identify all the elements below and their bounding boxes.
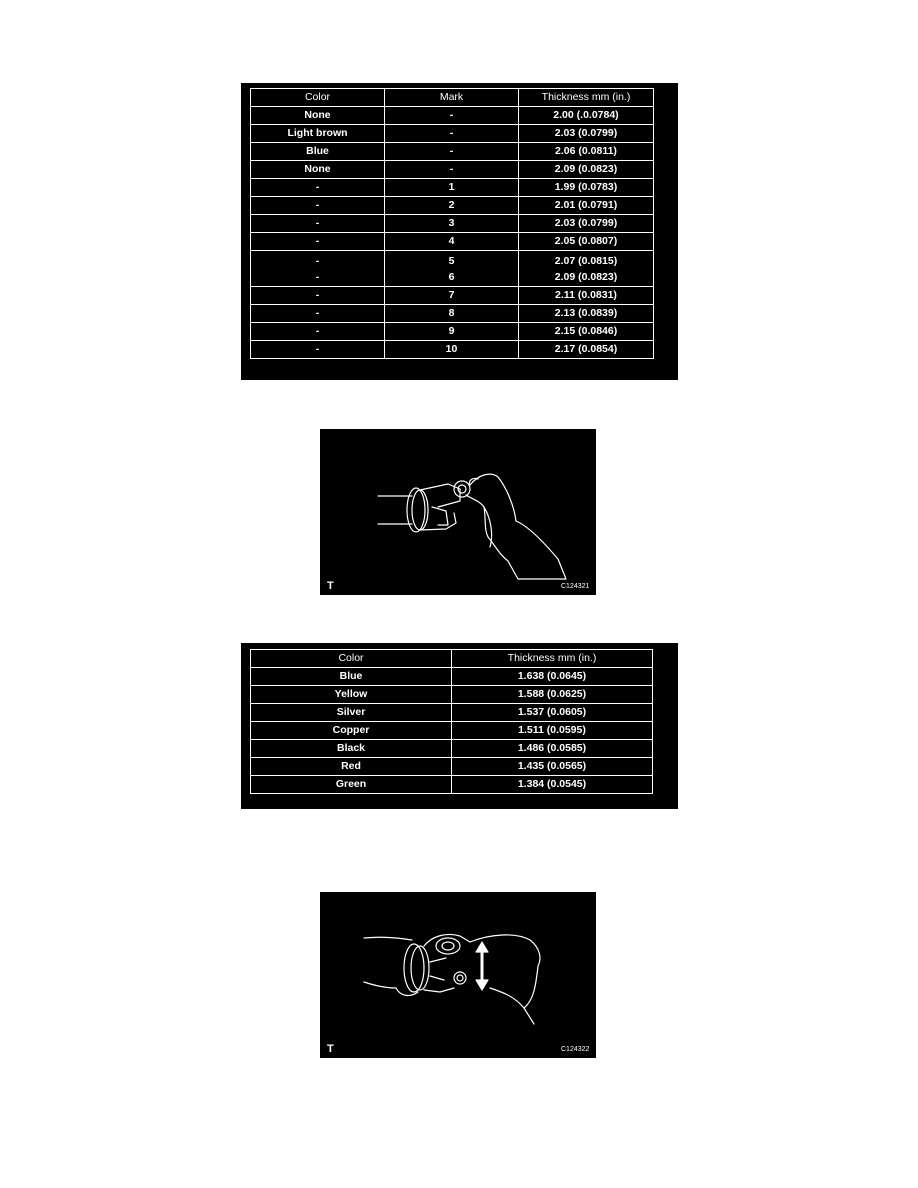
table-row xyxy=(251,758,653,776)
cell-color: Silver xyxy=(251,704,452,722)
table-row xyxy=(251,287,654,305)
cell-thickness: 2.05 (0.0807) xyxy=(519,233,654,251)
cell-mark: 1 xyxy=(385,179,519,197)
cell-mark: 8 xyxy=(385,305,519,323)
cell-thickness: 2.06 (0.0811) xyxy=(519,143,654,161)
header-color: Color xyxy=(251,650,452,668)
cell-thickness: 1.435 (0.0565) xyxy=(452,758,653,776)
cell-line: 2.09 (0.0823) xyxy=(554,270,618,283)
table-row xyxy=(251,215,654,233)
cell-thickness xyxy=(519,251,654,287)
cell-color: Red xyxy=(251,758,452,776)
illustration-check-axial-play xyxy=(320,892,596,1058)
header-mark: Mark xyxy=(385,89,519,107)
cell-mark: 10 xyxy=(385,341,519,359)
cell-mark: 2 xyxy=(385,197,519,215)
cell-mark: 9 xyxy=(385,323,519,341)
cell-color: None xyxy=(251,107,385,125)
cell-line: - xyxy=(315,270,320,283)
table-row xyxy=(251,323,654,341)
cell-mark: 4 xyxy=(385,233,519,251)
cell-color: - xyxy=(251,323,385,341)
snap-ring-table-panel xyxy=(241,83,678,380)
cell-color: None xyxy=(251,161,385,179)
cell-thickness: 2.01 (0.0791) xyxy=(519,197,654,215)
cell-color: - xyxy=(251,197,385,215)
figure-corner-label: T xyxy=(327,580,334,592)
table-row xyxy=(251,668,653,686)
cell-color xyxy=(251,251,385,287)
cell-line: 5 xyxy=(448,254,455,267)
cell-color: - xyxy=(251,287,385,305)
cell-color: - xyxy=(251,341,385,359)
header-color: Color xyxy=(251,89,385,107)
cell-thickness: 2.15 (0.0846) xyxy=(519,323,654,341)
cell-mark: - xyxy=(385,107,519,125)
table-row xyxy=(251,305,654,323)
table-row xyxy=(251,125,654,143)
illustration-snap-ring-install xyxy=(320,429,596,595)
cell-color: - xyxy=(251,305,385,323)
cell-mark: - xyxy=(385,143,519,161)
cell-line: 2.07 (0.0815) xyxy=(554,254,618,267)
header-thickness: Thickness mm (in.) xyxy=(519,89,654,107)
header-thickness: Thickness mm (in.) xyxy=(452,650,653,668)
snap-ring-thickness-table xyxy=(250,88,654,359)
cell-thickness: 2.03 (0.0799) xyxy=(519,125,654,143)
table-header-row xyxy=(251,650,653,668)
cell-thickness: 1.638 (0.0645) xyxy=(452,668,653,686)
table-row xyxy=(251,686,653,704)
cell-thickness: 2.17 (0.0854) xyxy=(519,341,654,359)
figure-snap-ring-install xyxy=(320,429,596,595)
figure-code: C124322 xyxy=(561,1046,590,1053)
cell-color: - xyxy=(251,215,385,233)
cell-color: Light brown xyxy=(251,125,385,143)
cell-line: 6 xyxy=(448,270,455,283)
cell-color: Black xyxy=(251,740,452,758)
table-row xyxy=(251,161,654,179)
cell-color: Blue xyxy=(251,668,452,686)
table-row-merged xyxy=(251,251,654,287)
table-row xyxy=(251,197,654,215)
cell-thickness: 2.00 (.0.0784) xyxy=(519,107,654,125)
table-row xyxy=(251,704,653,722)
cell-thickness: 2.03 (0.0799) xyxy=(519,215,654,233)
table-row xyxy=(251,776,653,794)
cell-color: Yellow xyxy=(251,686,452,704)
cell-color: Blue xyxy=(251,143,385,161)
cell-mark: - xyxy=(385,125,519,143)
cell-thickness: 1.384 (0.0545) xyxy=(452,776,653,794)
cell-color: Copper xyxy=(251,722,452,740)
cell-thickness: 1.537 (0.0605) xyxy=(452,704,653,722)
cell-thickness: 2.13 (0.0839) xyxy=(519,305,654,323)
bearing-snap-ring-table-panel xyxy=(241,643,678,809)
cell-color: Green xyxy=(251,776,452,794)
color-thickness-table xyxy=(250,649,653,794)
table-header-row xyxy=(251,89,654,107)
figure-code: C124321 xyxy=(561,583,590,590)
cell-thickness: 2.09 (0.0823) xyxy=(519,161,654,179)
table-row xyxy=(251,179,654,197)
figure-corner-label: T xyxy=(327,1043,334,1055)
cell-mark: 7 xyxy=(385,287,519,305)
cell-thickness: 1.486 (0.0585) xyxy=(452,740,653,758)
table-row xyxy=(251,143,654,161)
cell-thickness: 1.588 (0.0625) xyxy=(452,686,653,704)
cell-mark xyxy=(385,251,519,287)
cell-color: - xyxy=(251,233,385,251)
table-row xyxy=(251,722,653,740)
cell-mark: 3 xyxy=(385,215,519,233)
table-row xyxy=(251,341,654,359)
cell-thickness: 2.11 (0.0831) xyxy=(519,287,654,305)
table-row xyxy=(251,740,653,758)
table-row xyxy=(251,107,654,125)
cell-color: - xyxy=(251,179,385,197)
cell-thickness: 1.99 (0.0783) xyxy=(519,179,654,197)
cell-line: - xyxy=(315,254,320,267)
table-row xyxy=(251,233,654,251)
figure-check-axial-play xyxy=(320,892,596,1058)
cell-thickness: 1.511 (0.0595) xyxy=(452,722,653,740)
cell-mark: - xyxy=(385,161,519,179)
